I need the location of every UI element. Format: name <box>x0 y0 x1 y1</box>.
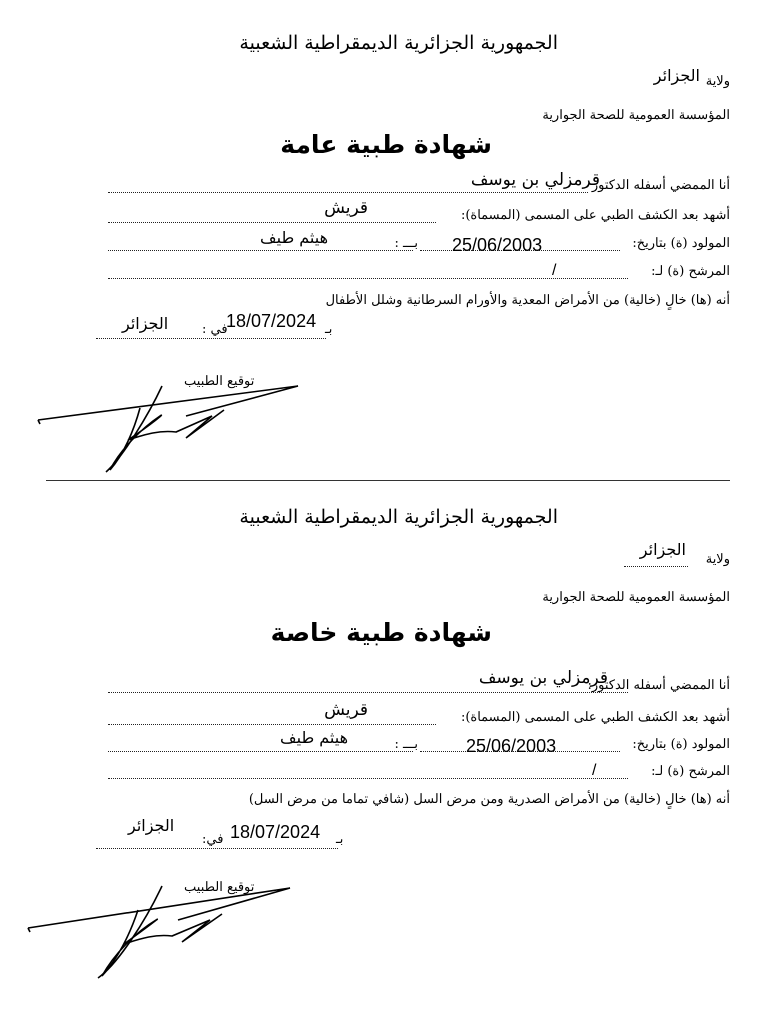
signature-label: توقيع الطبيب <box>184 374 255 389</box>
health-statement: أنه (ها) خالٍ (خالية) من الأمراض المعدية والأورام السرطانية وشلل الأطفال <box>325 293 730 308</box>
institution-name: المؤسسة العمومية للصحة الجوارية <box>542 108 730 123</box>
exam-label: أشهد بعد الكشف الطبي على المسمى (المسماة): <box>460 710 730 725</box>
republic-header: الجمهورية الجزائرية الديمقراطية الشعبية <box>239 32 558 54</box>
candidate-label: المرشح (ة) لـ: <box>651 764 730 779</box>
doctor-signature <box>36 380 306 475</box>
republic-header: الجمهورية الجزائرية الديمقراطية الشعبية <box>239 506 558 528</box>
certificate-title: شهادة طبية عامة <box>280 130 492 159</box>
issue-date: 18/07/2024 <box>230 822 321 842</box>
doctor-name: قرمزلي بن يوسف <box>470 170 600 190</box>
wilaya-value: الجزائر <box>653 66 700 85</box>
candidate-value: / <box>552 262 557 279</box>
patient-first-name: هيثم طيف <box>280 728 348 747</box>
certificate-title: شهادة طبية خاصة <box>270 618 492 647</box>
place-prefix: بـ <box>336 832 344 847</box>
wilaya-value: الجزائر <box>639 540 686 559</box>
birth-place-dotted-line <box>108 751 413 752</box>
wilaya-dotted-line <box>624 566 688 567</box>
birth-date-label: المولود (ة) بتاريخ: <box>632 737 730 752</box>
patient-last-name: قريش <box>324 198 368 218</box>
birth-place-label: بـــ : <box>394 236 418 251</box>
place-value: الجزائر <box>122 314 169 333</box>
doctor-label: أنا الممضي أسفله الدكتور <box>591 178 730 193</box>
doctor-name: قرمزلي بن يوسف <box>478 668 608 688</box>
birth-date-label: المولود (ة) بتاريخ: <box>632 236 730 251</box>
date-prefix: في : <box>202 322 228 337</box>
health-statement: أنه (ها) خالٍ (خالية) من الأمراض الصدرية ومن مرض السل (شافي تماما من مرض السل) <box>248 792 730 807</box>
birth-place-label: بـــ : <box>394 737 418 752</box>
date-prefix: في: <box>202 832 224 847</box>
place-value: الجزائر <box>128 816 175 835</box>
birth-date: 25/06/2003 <box>452 235 543 255</box>
signature-label: توقيع الطبيب <box>184 880 255 895</box>
patient-dotted-line <box>108 222 436 223</box>
patient-dotted-line <box>108 724 436 725</box>
section-divider <box>46 480 730 481</box>
doctor-dotted-line <box>108 692 628 693</box>
place-prefix: بـ <box>325 322 333 337</box>
patient-first-name: هيثم طيف <box>260 228 328 247</box>
birth-place-dotted-line <box>108 250 413 251</box>
candidate-value: / <box>592 762 597 779</box>
doctor-dotted-line <box>108 192 588 193</box>
exam-label: أشهد بعد الكشف الطبي على المسمى (المسماة): <box>460 208 730 223</box>
wilaya-label: ولاية <box>705 552 730 567</box>
candidate-dotted-line <box>108 278 628 279</box>
doctor-label: أنا الممضي أسفله الدكتور: <box>587 678 730 693</box>
candidate-dotted-line <box>108 778 628 779</box>
place-date-dotted-line <box>96 338 326 339</box>
patient-last-name: قريش <box>324 700 368 720</box>
issue-date: 18/07/2024 <box>226 311 317 331</box>
doctor-signature <box>26 880 296 980</box>
institution-name: المؤسسة العمومية للصحة الجوارية <box>542 590 730 605</box>
place-date-dotted-line <box>96 848 338 849</box>
birth-date: 25/06/2003 <box>466 736 557 756</box>
candidate-label: المرشح (ة) لـ: <box>651 264 730 279</box>
wilaya-label: ولاية <box>705 74 730 89</box>
